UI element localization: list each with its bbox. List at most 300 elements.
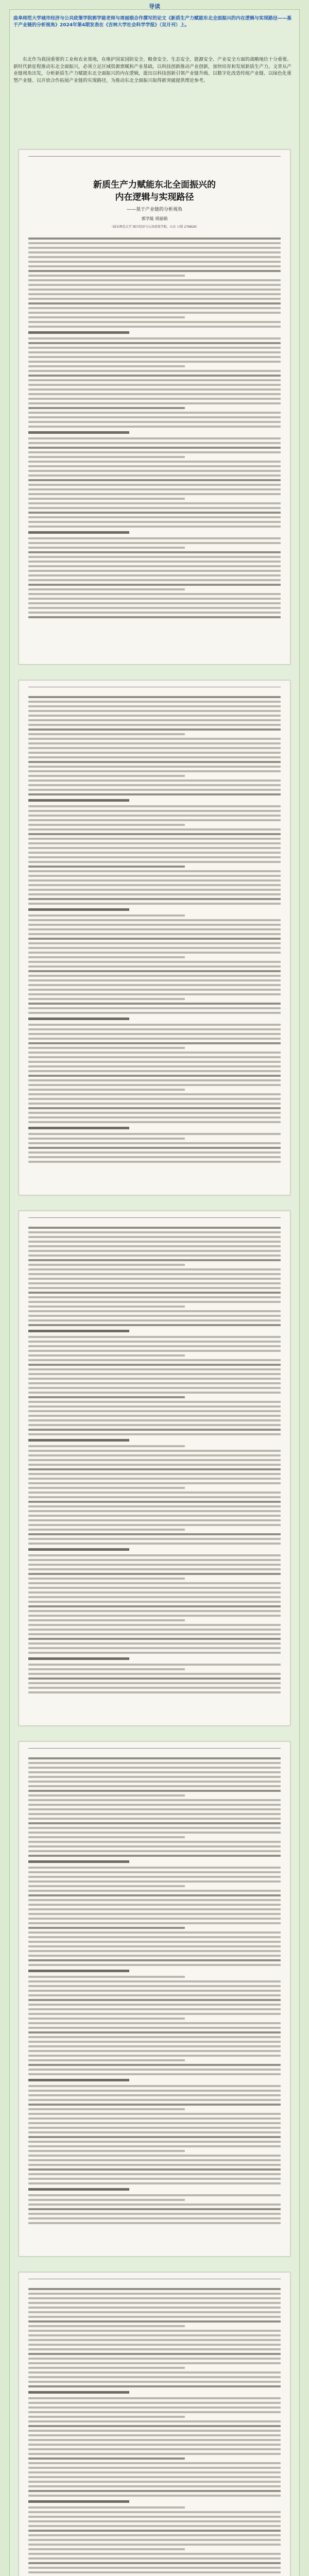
article-title-line-1: 新质生产力赋能东北全面振兴的: [93, 180, 216, 190]
text-line: [28, 479, 281, 481]
text-line: [28, 2444, 281, 2446]
text-line: [28, 1677, 281, 1680]
text-line: [28, 1533, 281, 1535]
text-line: [28, 1410, 281, 1412]
text-line: [28, 914, 185, 917]
article-title-line-2: 内在逻辑与实现路径: [115, 192, 194, 202]
text-line: [28, 2199, 185, 2201]
text-line: [28, 1941, 281, 1943]
text-line: [28, 2302, 281, 2304]
text-line: [28, 1392, 281, 1394]
text-line: [28, 379, 281, 381]
text-line: [28, 1496, 281, 1498]
text-line: [28, 1112, 281, 1114]
text-line: [28, 2141, 281, 2143]
text-line: [28, 2022, 281, 2024]
text-line: [28, 833, 281, 835]
text-line: [28, 1079, 281, 1081]
text-line: [28, 1250, 281, 1252]
text-line: [28, 2108, 185, 2110]
section-heading-line: [28, 1548, 129, 1551]
text-line: [28, 1038, 281, 1040]
text-line: [28, 579, 281, 581]
text-line: [28, 365, 185, 367]
article-title: [19, 179, 290, 204]
text-line: [28, 989, 281, 991]
text-line: [28, 461, 281, 463]
text-line: [28, 975, 281, 977]
text-line: [28, 412, 281, 414]
text-line: [28, 1296, 281, 1298]
text-line: [28, 1999, 281, 2001]
text-line: [28, 2325, 185, 2327]
text-line: [28, 1813, 281, 1815]
text-line: [28, 2530, 281, 2532]
scanned-page-2: [19, 680, 290, 1195]
text-line: [28, 593, 281, 595]
text-line: [28, 1668, 185, 1670]
text-line: [28, 1619, 185, 1621]
text-line: [28, 1103, 281, 1105]
section-heading-line: [28, 431, 129, 434]
text-line: [28, 2471, 281, 2473]
text-line: [28, 1007, 281, 1009]
text-line: [28, 1652, 281, 1654]
text-line: [28, 866, 185, 868]
text-line: [28, 2462, 281, 2464]
text-line: [28, 1245, 281, 1247]
text-line: [28, 1850, 281, 1852]
text-line: [28, 715, 281, 717]
text-line: [28, 2036, 281, 2038]
text-line: [28, 2122, 281, 2124]
text-line: [28, 1482, 281, 1484]
text-line: [28, 2362, 281, 2364]
text-line: [28, 342, 281, 344]
text-line: [28, 775, 185, 777]
text-line: [28, 2094, 281, 2096]
text-line: [28, 526, 281, 528]
text-line: [28, 875, 281, 877]
text-line: [28, 507, 281, 509]
section-heading-line: [28, 1127, 129, 1129]
text-line: [28, 903, 281, 905]
text-line: [28, 447, 281, 449]
text-line: [28, 1282, 281, 1284]
scanned-page-1: [19, 149, 290, 665]
text-line: [28, 307, 281, 309]
text-line: [28, 1867, 281, 1869]
text-line: [28, 1767, 281, 1769]
text-line: [28, 2376, 281, 2378]
text-line: [28, 893, 281, 895]
text-line: [28, 2539, 281, 2541]
text-line: [28, 870, 281, 872]
text-line: [28, 388, 281, 391]
running-header: [28, 1747, 281, 1749]
text-line: [28, 2448, 281, 2450]
text-line: [28, 361, 281, 363]
text-line: [28, 1429, 281, 1431]
text-line: [28, 1818, 281, 1820]
text-line: [28, 1033, 281, 1035]
section-heading-line: [28, 2188, 129, 2191]
text-line: [28, 1070, 281, 1072]
text-line: [28, 2104, 281, 2106]
text-line: [28, 1142, 281, 1144]
text-line: [28, 279, 281, 281]
text-line: [28, 1433, 281, 1435]
text-line: [28, 238, 281, 240]
text-line: [28, 1089, 185, 1091]
text-line: [28, 1682, 281, 1684]
text-line: [28, 1093, 281, 1095]
text-line: [28, 1629, 281, 1631]
text-line: [28, 1454, 281, 1456]
text-line: [28, 588, 185, 590]
text-line: [28, 598, 281, 600]
text-line: [28, 2320, 281, 2323]
text-line: [28, 924, 281, 926]
text-line: [28, 1450, 281, 1452]
text-line: [28, 1012, 281, 1014]
text-line: [28, 919, 281, 921]
text-line: [28, 2506, 185, 2509]
running-header: [28, 1216, 281, 1218]
text-line: [28, 270, 281, 272]
text-line: [28, 2018, 185, 2020]
running-header: [28, 155, 281, 157]
text-line: [28, 1515, 281, 1517]
text-line: [28, 1075, 281, 1077]
text-line: [28, 728, 281, 731]
text-line: [28, 1405, 281, 1408]
text-line: [28, 1315, 281, 1317]
text-line: [28, 1138, 185, 1140]
text-line: [28, 1310, 281, 1312]
text-line: [28, 933, 281, 935]
text-line: [28, 1927, 185, 1929]
text-line: [28, 465, 281, 467]
text-line: [28, 375, 281, 377]
text-line: [28, 607, 281, 609]
text-line: [28, 247, 281, 249]
text-line: [28, 2159, 281, 2161]
text-line: [28, 1573, 281, 1575]
text-line: [28, 326, 281, 328]
text-line: [28, 2041, 281, 2043]
text-line: [28, 2316, 281, 2318]
text-line: [28, 584, 281, 586]
text-line: [28, 1664, 281, 1666]
text-line: [28, 2150, 185, 2152]
text-line: [28, 838, 281, 840]
text-line: [28, 1107, 281, 1109]
text-line: [28, 1582, 281, 1584]
text-line: [28, 742, 281, 744]
text-line: [28, 2031, 281, 2033]
text-line: [28, 407, 185, 409]
text-line: [28, 293, 281, 295]
text-line: [28, 1624, 281, 1626]
text-line: [28, 2348, 281, 2350]
text-line: [28, 2164, 281, 2166]
text-line: [28, 1042, 281, 1044]
text-line: [28, 1028, 281, 1030]
text-line: [28, 1605, 281, 1607]
text-line: [28, 556, 281, 558]
text-line: [28, 2064, 281, 2066]
text-line: [28, 1808, 281, 1810]
text-line: [28, 426, 281, 428]
text-line: [28, 1554, 281, 1556]
text-line: [28, 2288, 281, 2290]
text-line: [28, 1845, 281, 1848]
body-text: [28, 2288, 281, 2576]
section-heading-line: [28, 2391, 129, 2394]
text-line: [28, 719, 281, 721]
text-line: [28, 1936, 281, 1938]
text-line: [28, 1596, 281, 1598]
text-line: [28, 1382, 281, 1384]
text-line: [28, 1642, 281, 1645]
text-line: [28, 565, 281, 567]
text-line: [28, 337, 281, 340]
text-line: [28, 1538, 281, 1540]
text-line: [28, 2113, 281, 2115]
text-line: [28, 1396, 185, 1398]
text-line: [28, 1415, 281, 1417]
text-line: [28, 1464, 281, 1466]
text-line: [28, 847, 281, 849]
text-line: [28, 1524, 281, 1526]
text-line: [28, 1976, 185, 1978]
text-line: [28, 470, 281, 472]
text-line: [28, 1904, 281, 1906]
text-line: [28, 1647, 281, 1649]
text-line: [28, 1231, 281, 1233]
text-line: [28, 815, 281, 817]
text-line: [28, 1473, 281, 1475]
text-line: [28, 1591, 281, 1594]
text-line: [28, 784, 281, 786]
section-heading-line: [28, 2079, 129, 2081]
text-line: [28, 2045, 281, 2047]
text-line: [28, 2516, 281, 2518]
text-line: [28, 2127, 281, 2129]
text-line: [28, 2311, 281, 2313]
text-line: [28, 1501, 281, 1503]
text-line: [28, 770, 281, 772]
text-line: [28, 2059, 185, 2061]
article-affiliation: （曲阜师范大学 城市经济与公共政策学院，山东 日照 276826）: [110, 225, 199, 229]
section-heading-line: [28, 331, 129, 334]
text-line: [28, 2213, 281, 2215]
text-line: [28, 1468, 281, 1470]
text-line: [28, 938, 281, 940]
text-line: [28, 1771, 281, 1773]
text-line: [28, 2069, 281, 2071]
text-line: [28, 1880, 281, 1883]
section-heading-line: [28, 1018, 129, 1020]
text-line: [28, 1578, 185, 1580]
text-line: [28, 984, 281, 986]
text-line: [28, 484, 281, 486]
text-line: [28, 1510, 281, 1512]
text-line: [28, 1336, 281, 1338]
text-line: [28, 2439, 281, 2441]
text-line: [28, 2168, 281, 2171]
text-line: [28, 2307, 281, 2309]
text-line: [28, 2358, 281, 2360]
text-line: [28, 1264, 185, 1266]
text-line: [28, 1922, 281, 1924]
text-line: [28, 1445, 185, 1447]
text-line: [28, 2013, 281, 2015]
text-line: [28, 2145, 281, 2147]
text-line: [28, 502, 281, 504]
text-line: [28, 1241, 281, 1243]
text-line: [28, 1610, 281, 1612]
text-line: [28, 761, 281, 763]
text-line: [28, 416, 281, 418]
section-heading-line: [28, 1860, 129, 1863]
text-line: [28, 521, 281, 523]
text-line: [28, 752, 281, 754]
text-line: [28, 965, 281, 968]
text-line: [28, 2339, 281, 2341]
text-line: [28, 1776, 281, 1778]
text-line: [28, 738, 281, 740]
text-line: [28, 561, 281, 563]
text-line: [28, 2217, 281, 2219]
text-line: [28, 1424, 281, 1426]
text-line: [28, 2485, 281, 2487]
text-line: [28, 2090, 281, 2092]
text-line: [28, 1985, 281, 1987]
text-line: [28, 1990, 281, 1992]
text-line: [28, 256, 281, 258]
text-line: [28, 952, 281, 954]
text-line: [28, 1487, 185, 1489]
text-line: [28, 828, 281, 831]
top-label: 导读: [149, 3, 160, 10]
text-line: [28, 251, 281, 253]
text-line: [28, 321, 281, 323]
intro-paragraph: 曲阜师范大学城市经济与公共政策学院郭学能老师与周丽娟合作撰写的论文《新质生产力赋能东北全面振兴的内在逻辑与实现路径——基于产业链的分析视角》2024年第4期发表在《吉林大学社会科学学报》（双月刊）上。: [13, 16, 292, 28]
text-line: [28, 2204, 281, 2206]
text-line: [28, 1056, 281, 1058]
text-line: [28, 1822, 281, 1824]
text-line: [28, 2553, 281, 2555]
text-line: [28, 2117, 281, 2120]
text-line: [28, 1836, 185, 1838]
text-line: [28, 1341, 281, 1343]
section-heading-line: [28, 1330, 129, 1332]
text-line: [28, 1387, 281, 1389]
scanned-page-3: [19, 1211, 290, 1726]
text-line: [28, 1673, 281, 1675]
text-line: [28, 1691, 281, 1693]
text-line: [28, 1994, 281, 1996]
text-line: [28, 2430, 281, 2432]
text-line: [28, 1959, 281, 1961]
text-line: [28, 2571, 281, 2573]
text-line: [28, 2481, 281, 2483]
text-line: [28, 2330, 281, 2332]
text-line: [28, 421, 281, 423]
text-line: [28, 2411, 281, 2413]
text-line: [28, 574, 281, 577]
text-line: [28, 512, 281, 514]
text-line: [28, 2293, 281, 2295]
text-line: [28, 824, 185, 826]
text-line: [28, 2334, 281, 2336]
text-line: [28, 1519, 281, 1521]
text-line: [28, 1364, 281, 1366]
text-line: [28, 570, 281, 572]
text-line: [28, 1301, 281, 1303]
text-line: [28, 547, 185, 549]
text-line: [28, 1855, 281, 1857]
text-line: [28, 2511, 281, 2513]
text-line: [28, 842, 281, 844]
section-heading-line: [28, 1970, 129, 1972]
text-line: [28, 2085, 281, 2087]
text-line: [28, 733, 185, 735]
text-line: [28, 2416, 185, 2418]
text-line: [28, 1918, 281, 1920]
text-line: [28, 437, 281, 439]
text-line: [28, 2548, 185, 2550]
section-heading-line: [28, 1657, 129, 1660]
text-line: [28, 1980, 281, 1982]
text-line: [28, 1885, 185, 1887]
text-line: [28, 898, 281, 900]
text-line: [28, 705, 281, 707]
text-line: [28, 2520, 281, 2522]
text-line: [28, 312, 281, 314]
text-line: [28, 879, 281, 882]
text-line: [28, 2297, 281, 2299]
text-line: [28, 1633, 281, 1635]
text-line: [28, 316, 185, 318]
text-line: [28, 1559, 281, 1561]
text-line: [28, 1945, 281, 1947]
text-line: [28, 1084, 281, 1086]
text-line: [28, 1098, 281, 1100]
text-line: [28, 2050, 281, 2052]
text-line: [28, 1268, 281, 1270]
text-line: [28, 1841, 281, 1843]
text-line: [28, 1564, 281, 1566]
text-line: [28, 2467, 281, 2469]
text-line: [28, 1156, 281, 1158]
text-line: [28, 442, 281, 444]
text-line: [28, 2371, 281, 2374]
text-line: [28, 2055, 281, 2057]
text-line: [28, 537, 281, 539]
text-line: [28, 542, 281, 544]
text-line: [28, 1492, 281, 1494]
text-line: [28, 1790, 281, 1792]
text-line: [28, 810, 281, 812]
text-line: [28, 766, 281, 768]
abstract-paragraph: 东北作为我国重要的工业和农业基地，在维护国家国防安全、粮食安全、生态安全、能源安全、产业安全方面的战略地位十分重要。新时代新征程推动东北全面振兴，必须立足区域资源禀赋和产业基础，以科技创新推动产业创新，加快培育和发展新质生产力。文章从产业链视角出发，分析新质生产力赋能东北全面振兴的内在逻辑，提出以科技创新引领产业链升级、以数字化改造传统产业链、以绿色化重塑产业链、以开放合作拓展产业链的实现路径，为推动东北全面振兴取得新突破提供理论参考。: [13, 57, 292, 83]
text-line: [28, 1832, 281, 1834]
text-line: [28, 1292, 281, 1294]
text-line: [28, 289, 281, 291]
